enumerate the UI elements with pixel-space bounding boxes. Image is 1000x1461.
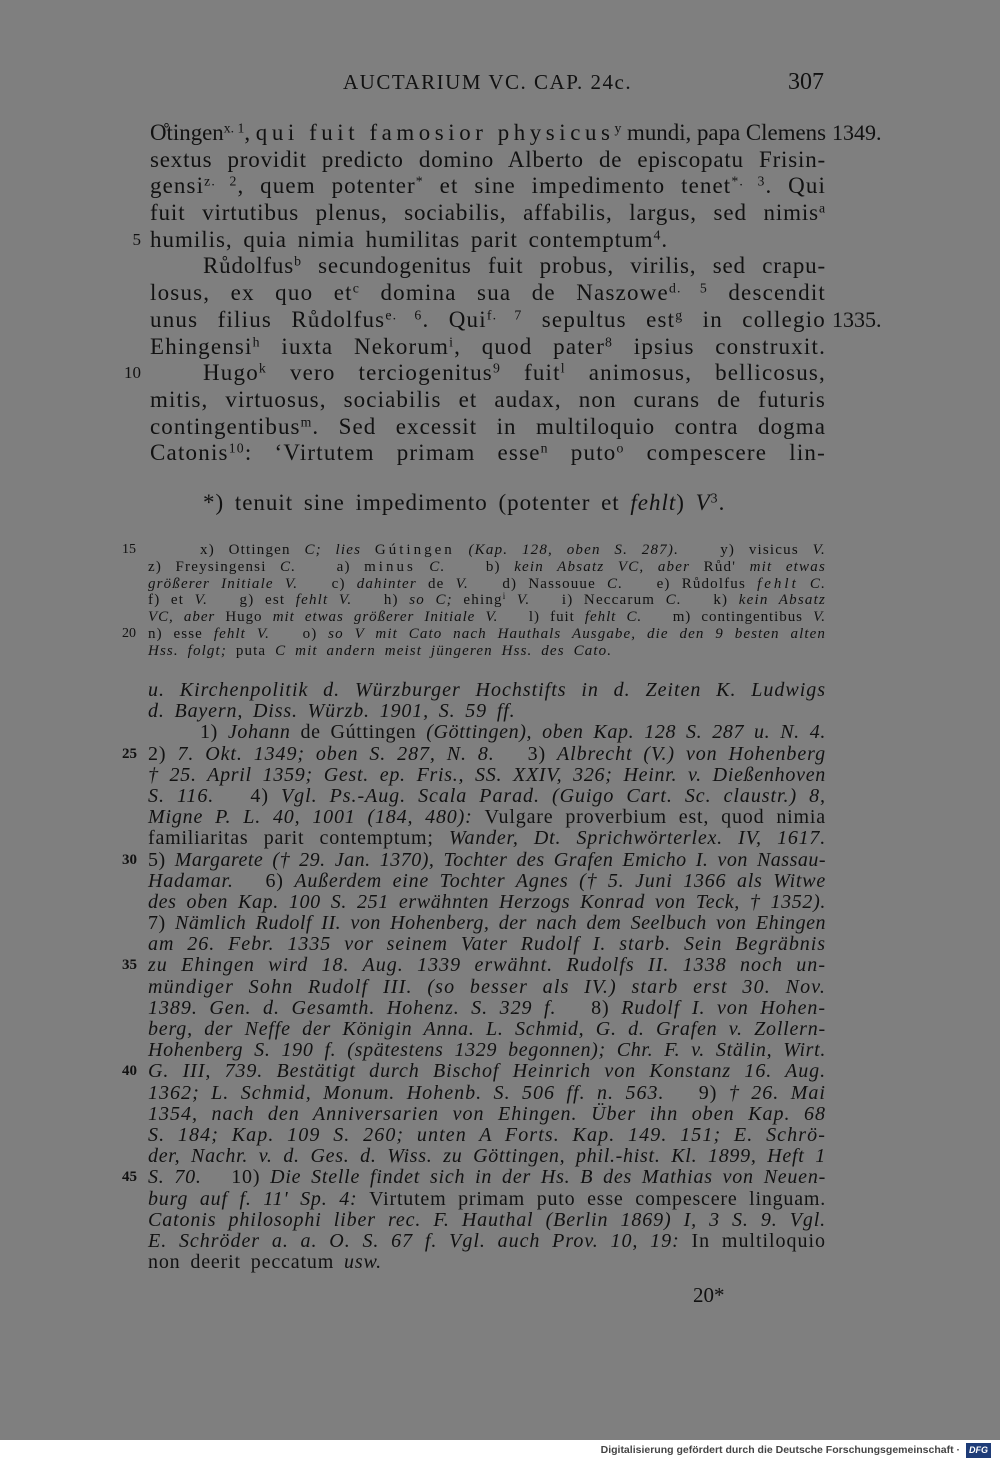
notes-line xyxy=(148,1146,826,1167)
line-text xyxy=(148,643,612,660)
text-run: fuit xyxy=(501,360,561,386)
apparatus-line xyxy=(122,625,826,643)
note-marker: 9 xyxy=(492,360,502,376)
note-marker: n xyxy=(540,440,549,456)
notes-line xyxy=(148,786,826,807)
text-run: . xyxy=(661,226,669,252)
line-text xyxy=(148,1167,826,1188)
notes-line xyxy=(122,1166,826,1189)
notes-line xyxy=(122,954,826,977)
text-run: gensi xyxy=(150,173,205,199)
text-run: (Göttingen), oben Kap. 128 S. 287 u. N. 4. xyxy=(426,721,826,744)
notes-line xyxy=(148,1083,826,1104)
line-text xyxy=(148,913,826,934)
text-run: g) est xyxy=(208,592,296,609)
text-run: non deerit peccatum xyxy=(148,1251,344,1274)
text-run: vero terciogenitus xyxy=(267,360,493,386)
text-run: Johann xyxy=(227,721,291,744)
line-number: 10 xyxy=(124,363,141,383)
text-run: 8) xyxy=(556,996,622,1019)
line-text xyxy=(148,850,826,871)
main-line xyxy=(150,200,826,227)
line-number: 15 xyxy=(122,542,136,557)
line-text xyxy=(148,1189,826,1210)
note-marker: * xyxy=(415,173,424,189)
text-run: V. xyxy=(506,592,531,609)
notes-line xyxy=(148,871,826,892)
text-run: S. 184; Kap. 109 S. 260; unten A Forts. Kap. 149. 151; E. Schrö- xyxy=(148,1123,826,1146)
text-run: 7) xyxy=(148,912,176,935)
text-run: usw. xyxy=(343,1251,382,1274)
line-text xyxy=(148,765,826,786)
apparatus-line xyxy=(148,643,826,660)
critical-apparatus xyxy=(122,542,827,660)
notes-line xyxy=(122,1060,826,1083)
text-run: 1362; L. Schmid, Monum. Hohenb. S. 506 ff. n. 563. xyxy=(148,1081,665,1104)
line-text xyxy=(150,280,826,307)
notes-line xyxy=(148,1040,826,1061)
text-run: Gútingen xyxy=(374,542,455,558)
text-run: In multiloquio xyxy=(691,1229,826,1252)
line-text xyxy=(148,701,515,722)
line-text xyxy=(150,414,826,441)
line-text xyxy=(148,786,826,807)
text-run: mundi, papa Clemens xyxy=(621,120,827,145)
notes-line xyxy=(148,934,826,955)
note-marker: k xyxy=(258,360,268,376)
footer-bar xyxy=(0,1440,1000,1461)
text-run: puta xyxy=(235,642,276,659)
text-run: d) Nassouue xyxy=(468,575,608,592)
line-text xyxy=(148,871,826,892)
apparatus-line xyxy=(148,559,826,576)
text-run: Vgl. Ps.-Aug. Scala Parad. (Guigo Cart. Sc. claustr.) 8, xyxy=(281,784,826,807)
notes-line xyxy=(148,1231,826,1252)
text-run: qui fuit famosior physicus xyxy=(255,120,615,145)
text-run: h) xyxy=(352,592,410,609)
main-line xyxy=(150,414,826,441)
text-run: C. xyxy=(607,575,624,592)
note-marker: i xyxy=(449,333,455,349)
line-text xyxy=(148,955,826,976)
running-title: AUCTARIUM VC. CAP. 24c. xyxy=(343,70,633,94)
line-text xyxy=(148,1252,382,1273)
main-line xyxy=(150,253,826,280)
note-marker: 4 xyxy=(653,227,662,243)
text-run: i) Neccarum xyxy=(530,592,666,609)
text-run: C. xyxy=(665,592,682,609)
line-text xyxy=(148,977,826,998)
text-run: , quod pater xyxy=(454,333,606,359)
notes-line xyxy=(148,913,826,934)
note-marker: a xyxy=(818,200,826,216)
text-run: fehlt V. xyxy=(213,625,270,642)
text-run: burg auf f. 11' Sp. 4: xyxy=(148,1187,370,1210)
note-marker: b xyxy=(294,253,302,269)
text-run: ) xyxy=(676,490,696,515)
notes-line xyxy=(148,1210,826,1231)
note-marker: y xyxy=(614,120,622,136)
notes-line xyxy=(148,1104,826,1125)
line-text xyxy=(148,1040,826,1061)
text-run: unus filius Růdolfus xyxy=(150,306,386,332)
line-text xyxy=(148,1125,826,1146)
line-text xyxy=(200,542,826,559)
note-marker: f. 7 xyxy=(486,307,523,323)
line-number: 45 xyxy=(122,1169,137,1186)
text-run: 3) xyxy=(494,742,558,765)
text-run: iuxta Nekorum xyxy=(260,333,450,359)
text-run: Hss. folgt; xyxy=(148,642,236,659)
text-run: mit etwas größerer Initiale V. xyxy=(272,609,499,626)
text-run: l) fuit xyxy=(498,609,585,626)
page-number: 307 xyxy=(788,69,824,95)
text-run: fehlt xyxy=(630,490,677,515)
text-run: de Gúttingen xyxy=(290,721,427,744)
line-text xyxy=(150,334,826,361)
text-run: C. xyxy=(798,575,826,592)
note-marker: 3 xyxy=(710,490,719,506)
text-run: x) Ottingen xyxy=(200,542,305,558)
text-run: Nämlich Rudolf II. von Hohenberg, der nach dem Seelbuch von Ehingen xyxy=(175,912,826,935)
text-run: Margarete († 29. Jan. 1370), Tochter des Grafen Emicho I. von Nassau- xyxy=(174,848,826,871)
main-line xyxy=(150,440,826,467)
line-text xyxy=(148,1146,826,1167)
notes-line xyxy=(122,848,826,871)
line-text xyxy=(148,559,826,576)
text-run: V. xyxy=(194,592,209,609)
notes-line xyxy=(148,807,826,828)
apparatus-line xyxy=(122,542,827,559)
line-text xyxy=(203,253,826,280)
dfg-logo-icon[interactable]: DFG xyxy=(966,1443,991,1458)
notes-line xyxy=(148,680,826,701)
text-run: 10) xyxy=(201,1166,271,1189)
text-run: 1389. Gen. d. Gesamth. Hohenz. S. 329 f. xyxy=(148,996,557,1019)
note-marker: o xyxy=(616,440,625,456)
text-run: kein Absatz xyxy=(738,592,826,609)
line-text xyxy=(148,1231,826,1252)
line-number: 25 xyxy=(122,745,137,762)
text-run: Vulgare proverbium est, quod nimia xyxy=(484,806,826,829)
text-run: , xyxy=(244,120,256,145)
line-text xyxy=(148,1061,826,1082)
text-run: 5) xyxy=(148,848,175,871)
apparatus-line xyxy=(148,592,826,609)
line-text xyxy=(200,722,826,743)
note-marker: l xyxy=(560,360,566,376)
text-run: C; lies xyxy=(304,542,375,558)
text-run: de xyxy=(427,575,456,592)
notes-line xyxy=(148,1125,826,1146)
text-run: ipsius construxit. xyxy=(613,333,827,359)
text-run: fehlt C. xyxy=(584,609,643,626)
text-run: † 26. Mai xyxy=(728,1081,826,1104)
line-number: 30 xyxy=(122,851,137,868)
margin-year: 1349. xyxy=(832,120,882,145)
note-marker: *. 3 xyxy=(731,173,766,189)
text-run: C mit andern meist jüngeren Hss. des Cato. xyxy=(275,642,613,659)
text-run: Die Stelle findet sich in der Hs. B des Mathias von Neuen- xyxy=(270,1166,826,1189)
text-run: dahinter xyxy=(356,575,428,592)
text-run: . xyxy=(718,490,726,515)
note-marker: d. 5 xyxy=(668,280,708,296)
text-run: minus xyxy=(364,558,416,575)
text-run: f) et xyxy=(148,592,195,609)
note-marker: z. 2 xyxy=(204,173,238,189)
line-text xyxy=(150,387,826,414)
text-run: humilis, quia nimia humilitas parit contemptum xyxy=(150,226,654,252)
text-run: 1354, nach den Anniversarien von Ehingen. Über ihn oben Kap. 68 xyxy=(148,1102,826,1125)
text-run: y) visicus xyxy=(679,542,813,558)
text-run: b) xyxy=(445,558,515,575)
text-run: Migne P. L. 40, 1001 (184, 480): xyxy=(148,806,485,829)
text-run: Rudolf I. von Hohen- xyxy=(621,996,826,1019)
text-run: u. Kirchenpolitik d. Würzburger Hochstifts in d. Zeiten K. Ludwigs xyxy=(148,679,826,701)
notes-line xyxy=(148,998,826,1019)
text-run: Hadamar. xyxy=(148,869,234,892)
text-run: Ehingensi xyxy=(150,333,253,359)
line-text xyxy=(148,626,826,643)
text-run: V. xyxy=(813,609,826,626)
text-run: , quem potenter xyxy=(237,173,416,199)
commentary-notes xyxy=(122,679,826,1274)
main-line xyxy=(150,387,826,414)
text-run: 7. Okt. 1349; oben S. 287, N. 8. xyxy=(177,742,495,765)
line-text xyxy=(148,592,826,609)
text-run: n) esse xyxy=(148,625,214,642)
notes-line xyxy=(148,892,826,913)
text-run: † 25. April 1359; Gest. ep. Fris., SS. XXIV, 326; Heinr. v. Dießenhoven xyxy=(148,763,826,786)
text-run: secundogenitus fuit probus, virilis, sed crapu- xyxy=(301,253,826,279)
notes-line xyxy=(148,828,826,849)
line-number: 20 xyxy=(122,625,136,641)
text-run: . Qui xyxy=(765,173,826,199)
text-run: domina sua de Naszowe xyxy=(360,280,669,306)
text-run: Wander, Dt. Sprichwörterlex. IV, 1617. xyxy=(448,827,826,850)
text-run: mündiger Sohn Rudolf III. (so besser als IV.) starb erst 30. Nov. xyxy=(148,975,826,998)
text-run: 4) xyxy=(214,784,282,807)
text-run: . Sed excessit in multiloquio contra dogma xyxy=(312,413,826,439)
text-run: C. xyxy=(280,558,297,575)
note-marker: 10 xyxy=(228,440,245,456)
text-run: S. 116. xyxy=(148,784,215,807)
text-run: (Kap. 128, oben S. 287). xyxy=(454,542,680,558)
text-run: z) Freysingensi xyxy=(148,558,281,575)
text-run: 2) xyxy=(148,742,178,765)
notes-line xyxy=(122,742,826,765)
text-run: G. III, 739. Bestätigt durch Bischof Heinrich von Konstanz 16. Aug. xyxy=(148,1060,826,1083)
text-run: E. Schröder a. a. O. S. 67 f. Vgl. auch Prov. 10, 19: xyxy=(148,1229,692,1252)
notes-line xyxy=(148,765,826,786)
line-text xyxy=(150,120,826,147)
text-run: familiaritas parit contemptum; xyxy=(148,827,449,850)
text-run: V. xyxy=(455,575,469,592)
text-run: contingentibus xyxy=(150,413,301,439)
text-run: m) contingentibus xyxy=(642,609,814,626)
text-run: losus, ex quo et xyxy=(150,280,353,306)
text-run: V. xyxy=(812,542,827,558)
apparatus-line xyxy=(148,609,826,626)
note-marker: 8 xyxy=(605,333,614,349)
line-text xyxy=(148,828,826,849)
text-run: : ‘Virtutem primam esse xyxy=(244,440,541,466)
line-number: 5 xyxy=(132,229,141,249)
main-line xyxy=(124,360,827,387)
text-run: sextus providit predicto domino Alberto de episcopatu Frisin- xyxy=(150,146,826,172)
footnote xyxy=(203,490,803,516)
text-run: Hugo xyxy=(203,360,259,386)
text-run: e) Růdolfus xyxy=(623,575,758,592)
margin-year: 1335. xyxy=(832,306,882,332)
notes-line xyxy=(148,701,826,722)
text-run: puto xyxy=(548,440,617,466)
notes-line xyxy=(148,1019,826,1040)
text-run: a) xyxy=(296,558,365,575)
text-run: C. xyxy=(415,558,446,575)
note-marker: e. 6 xyxy=(385,307,423,323)
text-run: k) xyxy=(681,592,739,609)
main-line xyxy=(150,120,882,147)
text-run: Hohenberg S. 190 f. (spätestens 1329 begonnen); Chr. F. v. Stälin, Wirt. xyxy=(148,1039,826,1062)
text-run: am 26. Febr. 1335 vor seinem Vater Rudolf I. starb. Sein Begräbnis xyxy=(148,933,826,956)
text-run: mit etwas xyxy=(736,558,826,575)
main-line xyxy=(150,147,826,174)
text-run: compescere lin- xyxy=(624,440,826,466)
main-line xyxy=(150,306,882,334)
notes-line xyxy=(148,1252,826,1273)
text-run: des oben Kap. 100 S. 251 erwähnten Herzogs Konrad von Teck, † 1352). xyxy=(148,890,826,913)
text-run: Růdolfus xyxy=(203,253,295,279)
note-marker: g xyxy=(675,307,684,323)
text-run: d. Bayern, Diss. Würzb. 1901, S. 59 ff. xyxy=(148,700,516,723)
line-text xyxy=(148,807,826,828)
line-text xyxy=(150,147,826,174)
line-text xyxy=(150,173,826,200)
line-text xyxy=(150,227,668,254)
notes-line xyxy=(148,722,826,743)
text-run: Albrecht (V.) von Hohenberg xyxy=(557,742,826,765)
text-run: größerer Initiale V. xyxy=(148,575,299,592)
line-text xyxy=(148,1210,826,1231)
text-run: V xyxy=(695,490,711,515)
text-run: Catonis xyxy=(150,440,229,466)
text-run: S. 70. xyxy=(148,1166,202,1189)
line-number: 35 xyxy=(122,957,137,974)
line-text xyxy=(150,200,826,227)
text-run: o) xyxy=(270,625,329,642)
text-run: et sine impedimento tenet xyxy=(423,173,732,199)
main-text xyxy=(124,120,882,467)
text-run: VC, aber xyxy=(148,609,226,626)
text-run: berg, der Neffe der Königin Anna. L. Schmid, G. d. Grafen v. Zollern- xyxy=(148,1018,826,1040)
apparatus-line xyxy=(148,576,826,593)
note-marker: x. 1 xyxy=(223,120,245,136)
line-text xyxy=(148,576,826,593)
text-run: 1) xyxy=(200,721,228,744)
text-run: c) xyxy=(298,575,357,592)
line-text xyxy=(148,609,826,626)
footnote-line xyxy=(203,490,803,516)
main-line xyxy=(150,173,826,200)
text-run: animosus, bellicosus, xyxy=(565,360,827,386)
text-run: so V mit Cato nach Hauthals Ausgabe, die den 9 besten alten xyxy=(328,625,826,642)
note-marker: h xyxy=(252,333,261,349)
line-text xyxy=(148,1083,826,1104)
text-run: sepultus est xyxy=(522,306,676,332)
line-text xyxy=(203,360,826,387)
line-number: 40 xyxy=(122,1063,137,1080)
text-run: kein Absatz VC, aber xyxy=(514,558,704,575)
text-run: . Qui xyxy=(422,306,487,332)
text-run: Růd' xyxy=(703,558,737,575)
text-run: fehlt xyxy=(757,575,799,592)
signature-mark: 20* xyxy=(693,1283,725,1307)
line-text xyxy=(148,1104,826,1125)
text-run: so C; xyxy=(409,592,464,609)
text-run: Außerdem eine Tochter Agnes († 5. Juni 1366 als Witwe xyxy=(294,869,826,892)
text-run: Virtutem primam puto esse compescere linguam. xyxy=(369,1187,826,1210)
text-run: 6) xyxy=(233,869,295,892)
text-run: descendit xyxy=(707,280,826,306)
text-run: 9) xyxy=(664,1081,729,1104)
line-text xyxy=(148,680,826,701)
footer-credit: Digitalisierung gefördert durch die Deutsche Forschungsgemeinschaft · xyxy=(600,1444,960,1456)
line-text xyxy=(203,490,725,516)
text-run: mitis, virtuosus, sociabilis et audax, non curans de futuris xyxy=(150,386,826,412)
text-run: O̊tingen xyxy=(150,120,224,145)
line-text xyxy=(148,998,826,1019)
text-run: zu Ehingen wird 18. Aug. 1339 erwähnt. Rudolfs II. 1338 noch un- xyxy=(148,954,826,977)
text-run: fehlt V. xyxy=(295,592,353,609)
text-run: der, Nachr. v. d. Ges. d. Wiss. zu Göttingen, phil.-hist. Kl. 1899, Heft 1 xyxy=(148,1145,826,1168)
text-run: Hugo xyxy=(225,609,273,626)
note-marker: i xyxy=(502,591,507,602)
line-text xyxy=(148,892,826,913)
line-text xyxy=(148,934,826,955)
text-run: Catonis philosophi liber rec. F. Hauthal (Berlin 1869) I, 3 S. 9. Vgl. xyxy=(148,1208,826,1231)
note-marker: m xyxy=(300,413,313,429)
text-run: fuit virtutibus plenus, sociabilis, affabilis, largus, sed nimis xyxy=(150,200,819,226)
line-text xyxy=(150,440,826,467)
notes-line xyxy=(148,1189,826,1210)
text-run: ehing xyxy=(463,592,503,609)
main-line xyxy=(150,280,826,307)
main-line xyxy=(132,226,826,254)
notes-line xyxy=(148,977,826,998)
main-line xyxy=(150,334,826,361)
line-text xyxy=(150,307,826,334)
text-run: in collegio xyxy=(683,306,826,332)
note-marker: c xyxy=(352,280,361,296)
line-text xyxy=(148,1019,826,1040)
text-run: *) tenuit sine impedimento (potenter et xyxy=(203,490,631,515)
line-text xyxy=(148,744,826,765)
